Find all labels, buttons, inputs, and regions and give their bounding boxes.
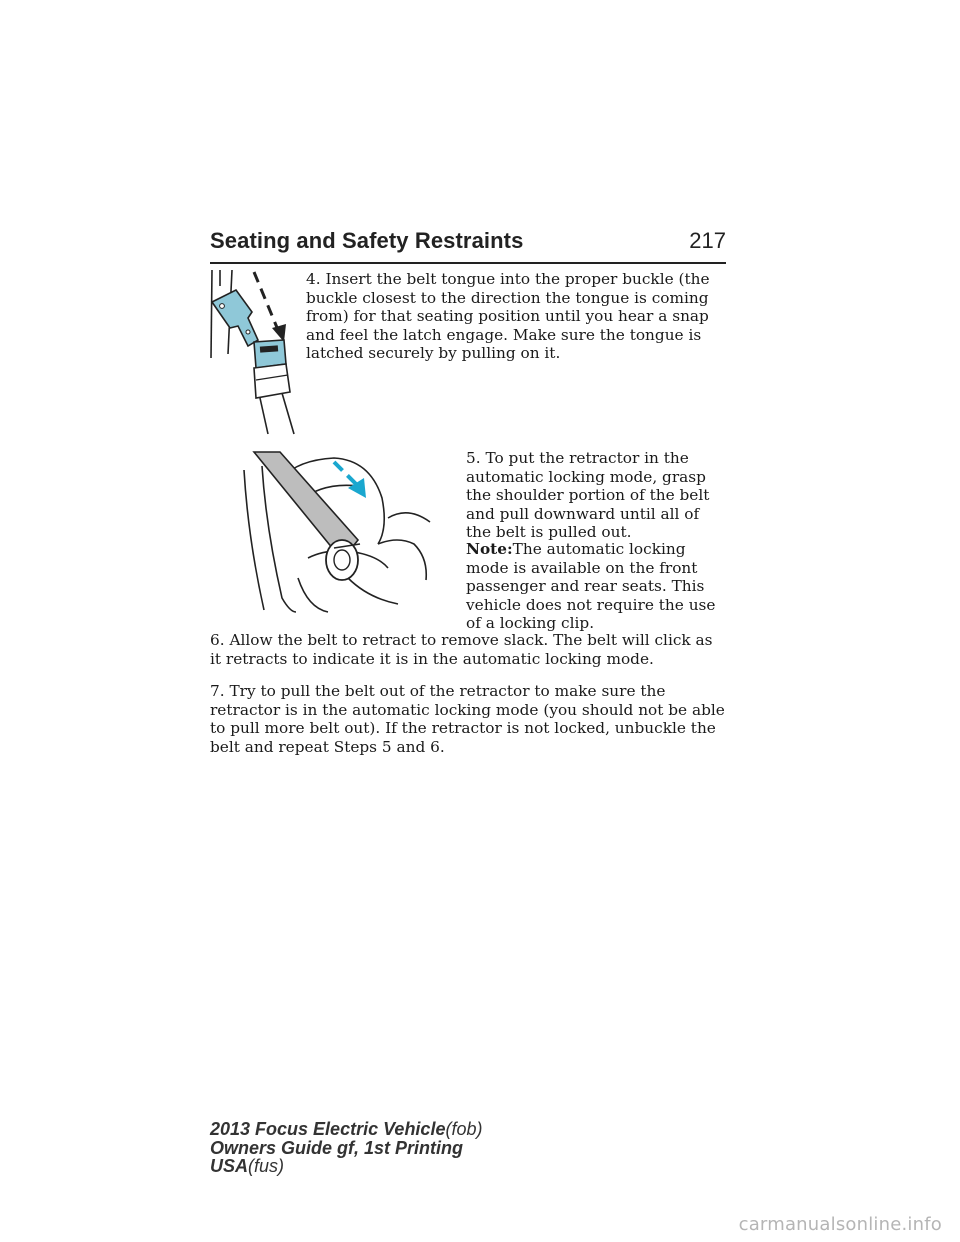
note-text: The automatic locking mode is available on the front passenger and rear seats. This vehicle does not require the use of a locking clip. <box>466 540 716 633</box>
footer-line-1: 2013 Focus Electric Vehicle(fob) <box>210 1119 483 1139</box>
note-label: Note: <box>466 540 513 558</box>
section-title: Seating and Safety Restraints <box>210 228 524 253</box>
footer-line-3: USA(fus) <box>210 1156 285 1176</box>
belt-tongue-buckle-illustration <box>208 268 300 436</box>
document-footer <box>210 1120 482 1176</box>
step-4-text: 4. Insert the belt tongue into the proper buckle (the buckle closest to the direction the tongue is coming from) for that seating position until you hear a snap and feel the latch engage. Make sure the tongue is latched securely by pulling on it. <box>306 270 710 363</box>
watermark: carmanualsonline.info <box>738 1214 942 1235</box>
step-6-text: 6. Allow the belt to retract to remove slack. The belt will click as it retracts to indicate it is in the automatic locking mode. <box>210 631 713 668</box>
page-header <box>210 228 726 262</box>
page-number: 217 <box>689 228 726 253</box>
note-paragraph <box>466 540 728 633</box>
retractor-pull-illustration <box>238 448 434 614</box>
header-divider <box>210 262 726 264</box>
arrow-icon <box>254 272 286 342</box>
step-5-text: 5. To put the retractor in the automatic locking mode, grasp the shoulder portion of the belt and pull downward until all of the belt is pulled out. <box>466 449 710 542</box>
footer-line-2: Owners Guide gf, 1st Printing <box>210 1137 464 1158</box>
step-7-text: 7. Try to pull the belt out of the retractor to make sure the retractor is in the automatic locking mode (you should not be able to pull more belt out). If the retractor is not locked, unbuckle the belt and repeat Steps 5 and 6. <box>210 682 725 756</box>
